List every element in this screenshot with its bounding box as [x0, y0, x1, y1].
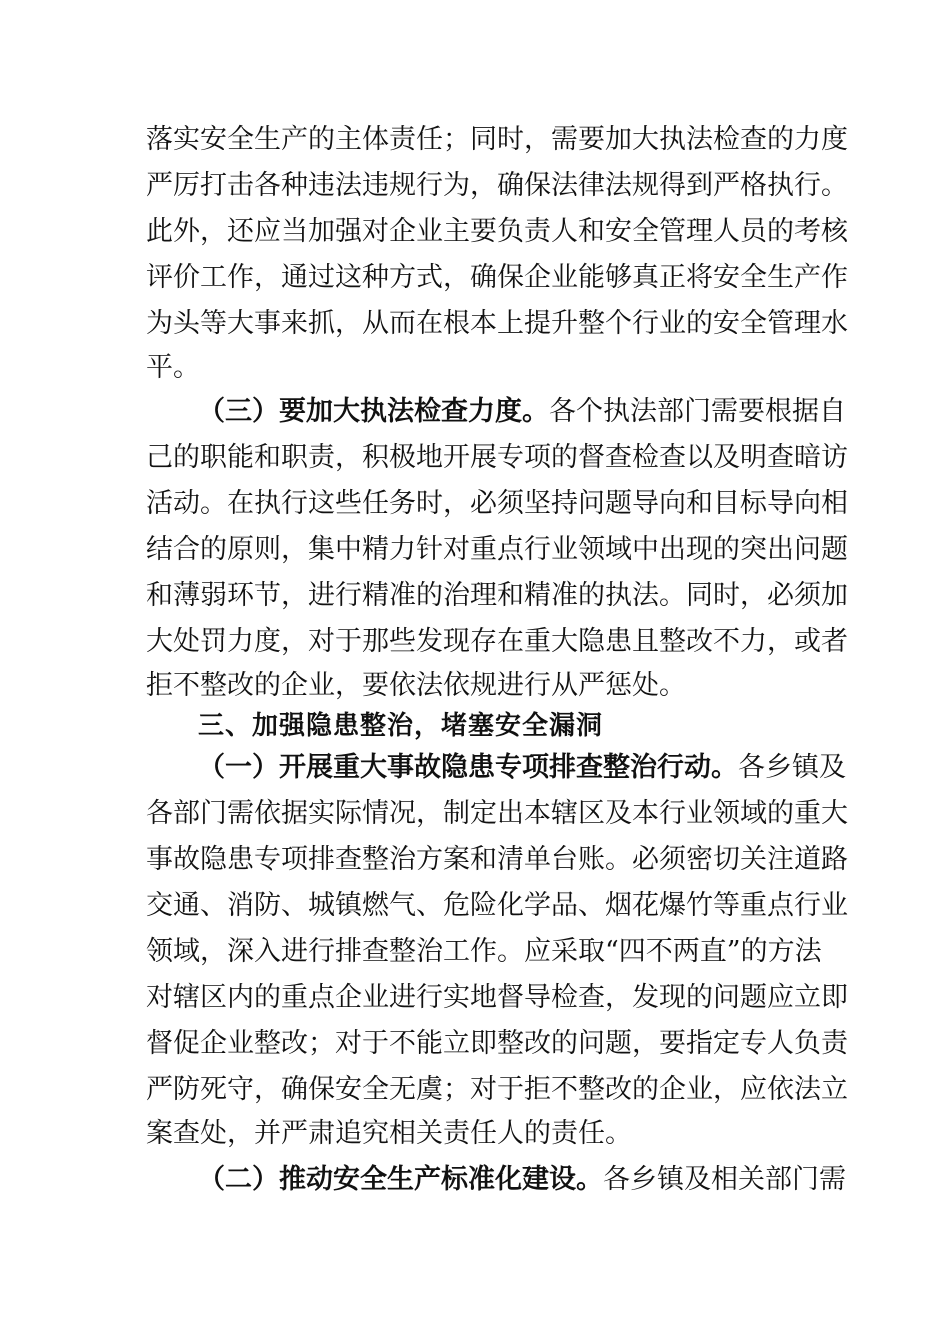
- text-line: 己的职能和职责，积极地开展专项的督查检查以及明查暗访: [146, 442, 848, 473]
- text-run: 各个执法部门需要根据自: [549, 396, 846, 427]
- section-heading: 三、加强隐患整治，堵塞安全漏洞: [198, 711, 604, 741]
- text-line: 活动。在执行这些任务时，必须坚持问题导向和目标导向相: [146, 488, 848, 519]
- text-line: [198, 1158, 846, 1202]
- text-line: 各部门需依据实际情况，制定出本辖区及本行业领域的重大: [146, 798, 848, 829]
- text-line: [198, 746, 846, 790]
- text-run: 各乡镇及相关部门需: [603, 1164, 846, 1195]
- text-line: 结合的原则，集中精力针对重点行业领域中出现的突出问题: [146, 534, 848, 565]
- subsection-title: （一）开展重大事故隐患专项排查整治行动。: [198, 752, 738, 783]
- text-line: 交通、消防、城镇燃气、危险化学品、烟花爆竹等重点行业: [146, 890, 848, 921]
- text-line: 评价工作，通过这种方式，确保企业能够真正将安全生产作: [146, 262, 848, 293]
- text-line: 拒不整改的企业，要依法依规进行从严惩处。: [146, 670, 686, 701]
- text-line: [198, 390, 846, 434]
- text-line: 此外，还应当加强对企业主要负责人和安全管理人员的考核: [146, 216, 848, 247]
- text-line: 案查处，并严肃追究相关责任人的责任。: [146, 1118, 632, 1149]
- text-line: 落实安全生产的主体责任；同时，需要加大执法检查的力度: [146, 124, 848, 155]
- text-line: 督促企业整改；对于不能立即整改的问题，要指定专人负责: [146, 1028, 848, 1059]
- text-line: 事故隐患专项排查整治方案和清单台账。必须密切关注道路: [146, 844, 848, 875]
- text-line: 领域，深入进行排查整治工作。应采取“四不两直”的方法: [146, 936, 822, 967]
- text-line: 平。: [146, 352, 200, 383]
- text-run: 各乡镇及: [738, 752, 846, 783]
- subsection-title: （三）要加大执法检查力度。: [198, 396, 549, 427]
- text-line: 和薄弱环节，进行精准的治理和精准的执法。同时，必须加: [146, 580, 848, 611]
- text-line: 严厉打击各种违法违规行为，确保法律法规得到严格执行。: [146, 170, 848, 201]
- text-line: 为头等大事来抓，从而在根本上提升整个行业的安全管理水: [146, 308, 848, 339]
- text-line: 大处罚力度，对于那些发现存在重大隐患且整改不力，或者: [146, 626, 848, 657]
- subsection-title: （二）推动安全生产标准化建设。: [198, 1164, 603, 1195]
- text-line: 严防死守，确保安全无虞；对于拒不整改的企业，应依法立: [146, 1074, 848, 1105]
- text-line: 对辖区内的重点企业进行实地督导检查，发现的问题应立即: [146, 982, 848, 1013]
